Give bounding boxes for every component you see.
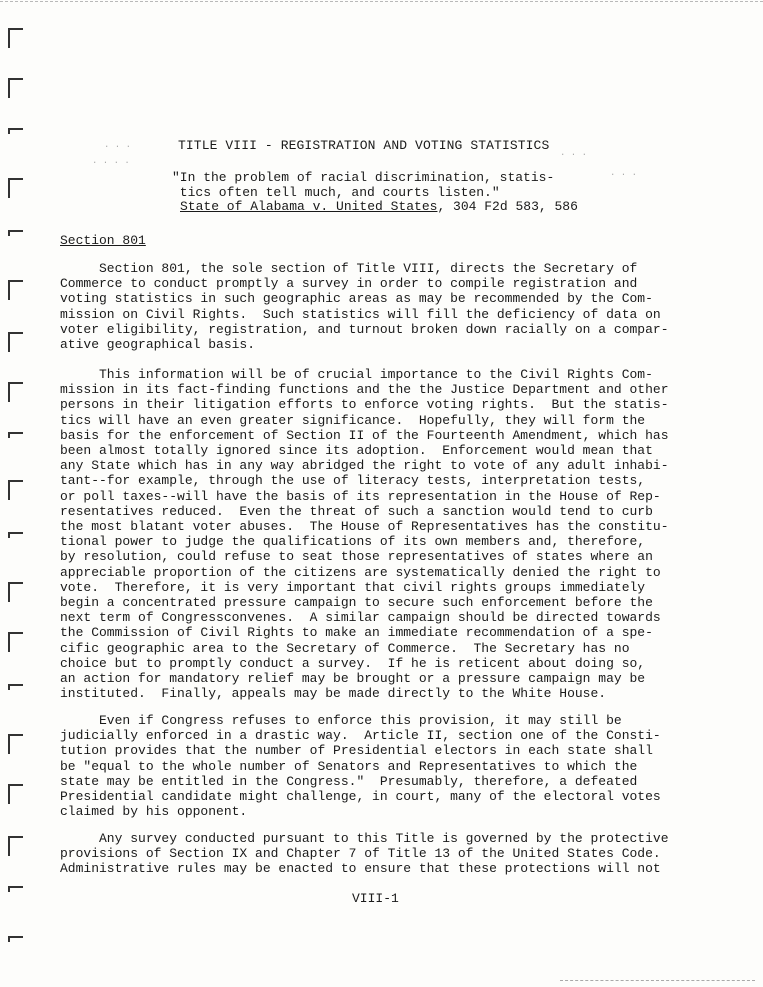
margin-mark [8,532,23,538]
margin-mark [8,128,23,134]
margin-mark [8,480,23,500]
scan-noise: · · · [610,170,638,180]
margin-mark [8,280,23,300]
bottom-dashed-rule [560,980,755,981]
margin-mark [8,836,23,856]
margin-mark [8,230,23,236]
margin-mark [8,582,23,602]
body-paragraph: This information will be of crucial importance to the Civil Rights Com- mission in its fact-finding functions and the the Justice Department and other persons in their litigation efforts to enforce voting rights. But the statis- tics will have an even greater significance. Hopefully, they will form the basis for the enforcement of Section II of the Fourteenth Amendment, which has been almost totally ignored since its adoption. Enforcement would mean that any State which has in any way abridged the right to vote of any adult inhabi- tant--for example, through the use of literacy tests, interpretation tests, or poll taxes--will have the basis of its representation in the House of Rep- resentatives reduced. Even the threat of such a sanction would tend to curb the most blatant voter abuses. The House of Representatives has the constitu- tional power to judge the qualifications of its own members and, therefore, by resolution, could refuse to seat those representatives of states where an appreciable proportion of the citizens are systematically denied the right to vote. Therefore, it is very important that civil rights groups immediately begin a concentrated pressure campaign to secure such enforcement before the next term of Congressconvenes. A similar campaign should be directed towards the Commission of Civil Rights to make an immediate recommendation of a spe- cific geographic area to the Secretary of Commerce. The Secretary has no choice but to promptly conduct a survey. If he is reticent about doing so, an action for mandatory relief may be brought or a pressure campaign may be instituted. Finally, appeals may be made directly to the White House. [60,367,669,702]
margin-mark [8,178,23,198]
margin-mark [8,28,23,48]
margin-mark [8,734,23,754]
scan-noise: · · · [560,150,588,160]
margin-mark [8,886,23,892]
scan-noise: · · · · [92,158,130,168]
margin-mark [8,784,23,804]
body-paragraph: Any survey conducted pursuant to this Title is governed by the protective provisions of Section IX and Chapter 7 of Title 13 of the United States Code. Administrative rules may be enacted to ensure that these protections will not [60,831,669,877]
body-paragraph: Even if Congress refuses to enforce this provision, it may still be judicially enforced in a drastic way. Article II, section one of the Consti- tution provides that the number of Presidential electors in each state shall be "equal to the whole number of Senators and Representatives to which the state may be entitled in the Congress." Presumably, therefore, a defeated Presidential candidate might challenge, in court, many of the electoral votes claimed by his opponent. [60,713,661,820]
margin-mark [8,382,23,402]
scan-noise: · · · [104,142,132,152]
margin-mark [8,632,23,652]
epigraph-quote: "In the problem of racial discrimination, statis- tics often tell much, and courts listen." [172,170,555,200]
document-title: TITLE VIII - REGISTRATION AND VOTING STATISTICS [178,138,550,153]
top-dashed-rule [0,1,763,2]
body-paragraph: Section 801, the sole section of Title VIII, directs the Secretary of Commerce to conduct promptly a survey in order to compile registration and voting statistics in such geographic areas as may be recommended by the Com- mission on Civil Rights. Such statistics will fill the deficiency of data on voter eligibility, registration, and turnout broken down racially on a compar- ative geographical basis. [60,261,669,353]
margin-mark [8,78,23,98]
section-heading: Section 801 [60,233,146,248]
margin-mark [8,432,23,438]
margin-mark [8,332,23,352]
page-number: VIII-1 [352,891,399,906]
margin-mark [8,936,23,942]
citation-reference: , 304 F2d 583, 586 [437,199,578,214]
binder-margin-marks [8,0,28,987]
epigraph-citation [180,199,578,214]
margin-mark [8,684,23,690]
citation-case: State of Alabama v. United States [180,199,438,214]
